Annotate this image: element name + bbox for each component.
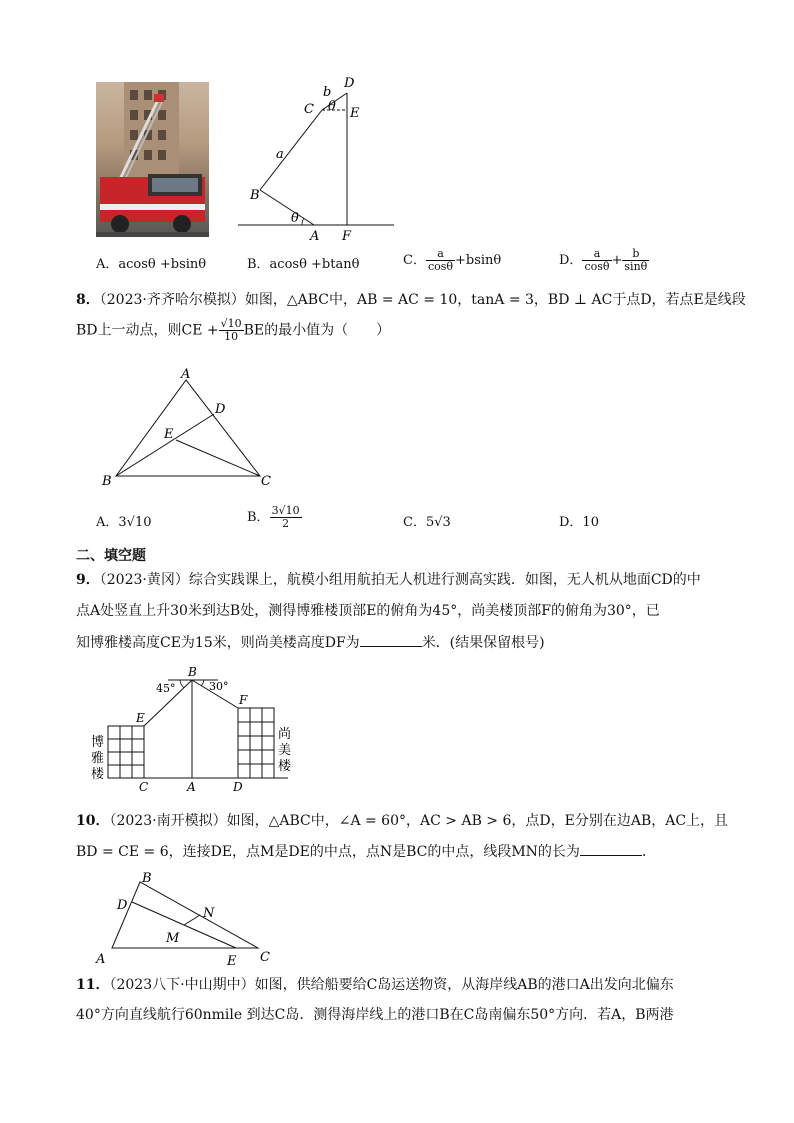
label-theta-top: θ — [328, 99, 336, 114]
q8-option-b-prefix: B． — [247, 510, 270, 525]
q10-number: 10． — [76, 813, 110, 829]
label-theta-bottom: θ — [291, 211, 299, 226]
label-C: C — [261, 474, 271, 489]
q7-option-b[interactable]: B．acosθ +btanθ — [247, 257, 360, 272]
q8-number: 8． — [76, 292, 100, 308]
q9-number: 9． — [76, 572, 100, 588]
building-right — [238, 708, 274, 778]
q8-triangle-diagram — [98, 366, 278, 490]
label-45: 45° — [156, 682, 176, 695]
q7-option-d-plus: + — [611, 253, 623, 268]
q7-option-c-fraction: $\frac{a}{\cos\theta}$ — [427, 247, 454, 273]
label-D: D — [344, 76, 355, 91]
triangle-abc — [112, 882, 258, 948]
label-b: b — [323, 85, 332, 100]
label-right-1: 尚 — [278, 727, 292, 742]
label-C: C — [260, 950, 270, 965]
segment-bd — [116, 414, 214, 476]
q9-building-diagram — [88, 664, 298, 794]
q7-option-d-fraction-2: $\frac{b}{\sin\theta}$ — [624, 247, 648, 273]
section-title: 二、填空题 — [76, 548, 146, 564]
label-B: B — [188, 665, 197, 679]
q9-text-3a: 知博雅楼高度CE为15米，则尚美楼高度DF为 — [76, 635, 360, 651]
fire-truck-photo — [96, 82, 209, 237]
fire-truck-illustration — [96, 82, 209, 237]
q10-text-2a: BD = CE = 6，连接DE，点M是DE的中点，点N是BC的中点，线段MN的长为 — [76, 844, 580, 860]
q8-option-b-fraction: $\frac{3√10}{2}$ — [271, 504, 300, 530]
q11-text-1: 如图，供给船要给C岛运送物资，从海岸线AB的港口A出发向北偏东 — [254, 977, 674, 993]
q10-line1 — [76, 811, 728, 831]
label-B: B — [142, 871, 152, 886]
q10-text-2b: ． — [641, 844, 656, 860]
label-D: D — [233, 780, 243, 794]
label-F: F — [239, 693, 248, 707]
q8-source: （2023·齐齐哈尔模拟） — [99, 292, 245, 308]
label-E: E — [164, 427, 174, 442]
label-left-3: 楼 — [91, 767, 105, 782]
q8-text-2b: BE的最小值为（ ） — [243, 322, 391, 339]
label-A: A — [181, 367, 191, 382]
q7-option-c-prefix: C． — [403, 253, 426, 268]
q9-text-1: 综合实践课上，航模小组用航拍无人机进行测高实践．如图，无人机从地面CD的中 — [188, 572, 701, 588]
label-M: M — [166, 931, 180, 946]
q11-number: 11． — [76, 977, 110, 993]
label-E: E — [350, 106, 360, 121]
label-left-1: 博 — [91, 735, 105, 750]
label-E: E — [227, 954, 237, 969]
q8-line2 — [76, 318, 390, 343]
q8-line1 — [76, 290, 746, 310]
q8-option-b[interactable] — [247, 505, 302, 530]
label-a: a — [276, 147, 284, 162]
q7-option-a[interactable]: A．acosθ +bsinθ — [96, 257, 207, 272]
q10-source: （2023·南开模拟） — [109, 813, 227, 829]
label-N: N — [203, 906, 215, 921]
label-A: A — [96, 952, 106, 967]
q8-fraction: $\frac{√10}{10}$ — [220, 317, 242, 343]
label-D: D — [215, 402, 226, 417]
q7-ladder-diagram — [230, 72, 400, 247]
label-C: C — [304, 102, 314, 117]
label-B: B — [250, 188, 260, 203]
label-A: A — [187, 780, 196, 794]
label-30: 30° — [209, 680, 229, 693]
q9-line2: 点A处竖直上升30米到达B处，测得博雅楼顶部E的俯角为45°，尚美楼顶部F的俯角为30°，已 — [76, 603, 660, 619]
q9-text-3b: 米．(结果保留根号) — [421, 635, 545, 651]
label-left-2: 雅 — [91, 751, 105, 766]
q9-line1 — [76, 570, 701, 590]
segment-ab — [260, 190, 314, 225]
q11-line1 — [76, 975, 674, 995]
q8-text-1: 如图，△ABC中，AB = AC = 10，tanA = 3，BD ⊥ AC于点D，若点E是线段 — [244, 292, 746, 308]
q10-triangle-diagram — [92, 866, 282, 972]
triangle-abc — [116, 380, 260, 476]
label-E: E — [136, 711, 145, 725]
q7-option-c[interactable] — [403, 248, 501, 273]
label-right-2: 美 — [278, 743, 292, 758]
label-A: A — [310, 229, 320, 244]
q8-text-2a: BD上一动点，则CE + — [76, 322, 219, 339]
label-B: B — [102, 474, 112, 489]
q7-option-d[interactable] — [559, 248, 649, 273]
q10-text-1: 如图，△ABC中，∠A = 60°，AC > AB > 6，点D，E分别在边AB，AC上，且 — [226, 813, 729, 829]
q9-source: （2023·黄冈） — [99, 572, 189, 588]
q11-source: （2023八下·中山期中） — [109, 977, 255, 993]
segment-ce — [176, 440, 260, 476]
label-F: F — [342, 229, 352, 244]
segment-bc — [260, 110, 322, 190]
q8-option-c[interactable]: C．5√3 — [403, 515, 451, 530]
q7-option-c-tail: +bsinθ — [455, 253, 502, 268]
q7-option-d-prefix: D． — [559, 253, 583, 268]
q9-line3 — [76, 632, 545, 653]
q9-answer-blank[interactable] — [360, 632, 422, 647]
label-right-3: 楼 — [278, 759, 292, 774]
q8-option-a[interactable]: A．3√10 — [96, 515, 152, 530]
label-D: D — [117, 898, 128, 913]
q8-option-d[interactable]: D．10 — [559, 515, 599, 530]
q10-answer-blank[interactable] — [580, 841, 642, 856]
q7-option-d-fraction-1: $\frac{a}{\cos\theta}$ — [584, 247, 610, 273]
q10-line2 — [76, 841, 656, 862]
segment-mn — [184, 915, 200, 925]
q11-line2: 40°方向直线航行60nmile 到达C岛．测得海岸线上的港口B在C岛南偏东50°方向．若A，B两港 — [76, 1007, 674, 1023]
label-C: C — [139, 780, 149, 794]
